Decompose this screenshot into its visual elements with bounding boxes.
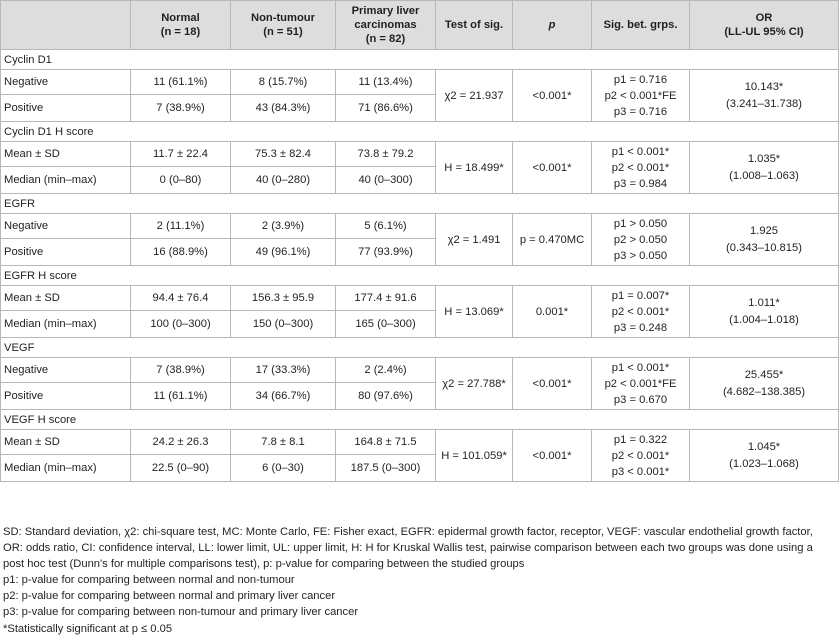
or-line: 1.045* bbox=[747, 440, 781, 453]
cell-nontumour: 75.3 ± 82.4 bbox=[231, 142, 336, 167]
cell-normal: 11 (61.1%) bbox=[131, 70, 231, 95]
cell-primary: 177.4 ± 91.6 bbox=[336, 286, 436, 311]
cell-p: <0.001* bbox=[513, 142, 592, 194]
sig-line: p3 = 0.716 bbox=[613, 105, 668, 118]
cell-normal: 94.4 ± 76.4 bbox=[131, 286, 231, 311]
cell-primary: 77 (93.9%) bbox=[336, 239, 436, 266]
or-line: 1.011* bbox=[748, 296, 780, 309]
sig-line: p3 < 0.001* bbox=[611, 465, 670, 478]
row-label: Mean ± SD bbox=[1, 430, 131, 455]
cell-test: χ2 = 21.937 bbox=[436, 70, 513, 122]
footnote-line: p2: p-value for comparing between normal and primary liver cancer bbox=[3, 590, 336, 603]
row-label: Negative bbox=[1, 214, 131, 239]
cell-primary: 73.8 ± 79.2 bbox=[336, 142, 436, 167]
cell-p: <0.001* bbox=[513, 70, 592, 122]
footnote-line: p1: p-value for comparing between normal and non-tumour bbox=[3, 574, 295, 587]
cell-normal: 24.2 ± 26.3 bbox=[131, 430, 231, 455]
cell-primary: 5 (6.1%) bbox=[336, 214, 436, 239]
header-sig: Sig. bet. grps. bbox=[592, 1, 690, 50]
sig-line: p3 > 0.050 bbox=[613, 249, 668, 262]
cell-nontumour: 150 (0–300) bbox=[231, 311, 336, 338]
cell-test: χ2 = 1.491 bbox=[436, 214, 513, 266]
cell-primary: 164.8 ± 71.5 bbox=[336, 430, 436, 455]
cell-nontumour: 34 (66.7%) bbox=[231, 383, 336, 410]
sig-line: p2 < 0.001* bbox=[611, 161, 670, 174]
cell-or bbox=[690, 214, 839, 266]
section-row bbox=[1, 266, 839, 286]
section-row bbox=[1, 50, 839, 70]
sig-line: p1 = 0.322 bbox=[613, 433, 668, 446]
cell-primary: 2 (2.4%) bbox=[336, 358, 436, 383]
cell-nontumour: 7.8 ± 8.1 bbox=[231, 430, 336, 455]
or-line: 1.925 bbox=[750, 224, 778, 237]
cell-normal: 7 (38.9%) bbox=[131, 95, 231, 122]
cell-normal: 7 (38.9%) bbox=[131, 358, 231, 383]
cell-sig bbox=[592, 70, 690, 122]
row-label: Positive bbox=[1, 239, 131, 266]
header-primary: Primary liver carcinomas (n = 82) bbox=[336, 1, 436, 50]
row-label: Negative bbox=[1, 70, 131, 95]
row-label: Median (min–max) bbox=[1, 311, 131, 338]
sig-line: p3 = 0.248 bbox=[613, 321, 668, 334]
sig-line: p2 < 0.001*FE bbox=[604, 89, 677, 102]
cell-nontumour: 8 (15.7%) bbox=[231, 70, 336, 95]
table-row bbox=[1, 358, 839, 383]
cell-primary: 165 (0–300) bbox=[336, 311, 436, 338]
section-title: EGFR H score bbox=[1, 266, 839, 286]
cell-or bbox=[690, 70, 839, 122]
or-line: 10.143* bbox=[744, 80, 784, 93]
table-row bbox=[1, 430, 839, 455]
or-line: (3.241–31.738) bbox=[726, 97, 802, 110]
cell-normal: 22.5 (0–90) bbox=[131, 455, 231, 482]
cell-or bbox=[690, 358, 839, 410]
sig-line: p1 > 0.050 bbox=[613, 217, 668, 230]
sig-line: p3 = 0.984 bbox=[613, 177, 668, 190]
row-label: Positive bbox=[1, 383, 131, 410]
table-row bbox=[1, 70, 839, 95]
cell-nontumour: 49 (96.1%) bbox=[231, 239, 336, 266]
section-title: VEGF bbox=[1, 338, 839, 358]
or-line: (0.343–10.815) bbox=[726, 241, 802, 254]
cell-sig bbox=[592, 286, 690, 338]
cell-primary: 80 (97.6%) bbox=[336, 383, 436, 410]
cell-nontumour: 43 (84.3%) bbox=[231, 95, 336, 122]
cell-p: p = 0.470MC bbox=[513, 214, 592, 266]
cell-test: H = 13.069* bbox=[436, 286, 513, 338]
or-line: 25.455* bbox=[744, 368, 784, 381]
cell-test: χ2 = 27.788* bbox=[436, 358, 513, 410]
cell-primary: 71 (86.6%) bbox=[336, 95, 436, 122]
header-normal: Normal (n = 18) bbox=[131, 1, 231, 50]
cell-primary: 187.5 (0–300) bbox=[336, 455, 436, 482]
row-label: Median (min–max) bbox=[1, 455, 131, 482]
cell-test: H = 18.499* bbox=[436, 142, 513, 194]
sig-line: p2 > 0.050 bbox=[613, 233, 668, 246]
cell-primary: 40 (0–300) bbox=[336, 167, 436, 194]
cell-normal: 100 (0–300) bbox=[131, 311, 231, 338]
section-row bbox=[1, 122, 839, 142]
sig-line: p1 < 0.001* bbox=[611, 361, 670, 374]
cell-test: H = 101.059* bbox=[436, 430, 513, 482]
cell-or bbox=[690, 142, 839, 194]
sig-line: p1 = 0.007* bbox=[611, 289, 670, 302]
sig-line: p1 < 0.001* bbox=[611, 145, 670, 158]
table-row bbox=[1, 286, 839, 311]
section-title: Cyclin D1 H score bbox=[1, 122, 839, 142]
or-line: (1.008–1.063) bbox=[729, 169, 799, 182]
cell-nontumour: 2 (3.9%) bbox=[231, 214, 336, 239]
cell-normal: 11 (61.1%) bbox=[131, 383, 231, 410]
cell-primary: 11 (13.4%) bbox=[336, 70, 436, 95]
sig-line: p2 < 0.001* bbox=[611, 305, 670, 318]
cell-p: <0.001* bbox=[513, 430, 592, 482]
section-title: VEGF H score bbox=[1, 410, 839, 430]
or-line: (4.682–138.385) bbox=[722, 385, 806, 398]
row-label: Negative bbox=[1, 358, 131, 383]
footnotes bbox=[3, 524, 835, 637]
section-title: EGFR bbox=[1, 194, 839, 214]
cell-nontumour: 40 (0–280) bbox=[231, 167, 336, 194]
or-line: (1.023–1.068) bbox=[729, 457, 799, 470]
footnote-line: p3: p-value for comparing between non-tumour and primary liver cancer bbox=[3, 606, 359, 619]
cell-nontumour: 17 (33.3%) bbox=[231, 358, 336, 383]
row-label: Positive bbox=[1, 95, 131, 122]
cell-normal: 0 (0–80) bbox=[131, 167, 231, 194]
sig-line: p3 = 0.670 bbox=[613, 393, 668, 406]
cell-or bbox=[690, 286, 839, 338]
row-label: Median (min–max) bbox=[1, 167, 131, 194]
table-body bbox=[1, 50, 839, 482]
cell-sig bbox=[592, 358, 690, 410]
cell-normal: 11.7 ± 22.4 bbox=[131, 142, 231, 167]
table-row bbox=[1, 214, 839, 239]
cell-normal: 16 (88.9%) bbox=[131, 239, 231, 266]
section-row bbox=[1, 410, 839, 430]
cell-sig bbox=[592, 214, 690, 266]
header-or: OR (LL-UL 95% CI) bbox=[690, 1, 839, 50]
section-title: Cyclin D1 bbox=[1, 50, 839, 70]
footnote-line: SD: Standard deviation, χ2: chi-square test, MC: Monte Carlo, FE: Fisher exact, EGFR: epidermal growth factor, receptor, VEGF: vascular endothelial growth factor, OR: odds ratio, CI: confidence interval, LL: lower limit, UL: upper limit, H: H for Kruskal Wallis test, pairwise comparison between each two groups was done using a post hoc test (Dunn's for multiple comparisons test), p: p-value for comparing between the studied groups bbox=[3, 526, 813, 571]
header-nontumour: Non-tumour (n = 51) bbox=[231, 1, 336, 50]
or-line: (1.004–1.018) bbox=[729, 313, 799, 326]
header-empty-cell bbox=[1, 1, 131, 50]
cell-p: <0.001* bbox=[513, 358, 592, 410]
cell-nontumour: 6 (0–30) bbox=[231, 455, 336, 482]
table-row bbox=[1, 142, 839, 167]
cell-sig bbox=[592, 430, 690, 482]
section-row bbox=[1, 194, 839, 214]
cell-p: 0.001* bbox=[513, 286, 592, 338]
row-label: Mean ± SD bbox=[1, 142, 131, 167]
section-row bbox=[1, 338, 839, 358]
header-row bbox=[1, 1, 839, 50]
sig-line: p2 < 0.001*FE bbox=[604, 377, 677, 390]
header-p: p bbox=[513, 1, 592, 50]
sig-line: p2 < 0.001* bbox=[611, 449, 670, 462]
or-line: 1.035* bbox=[747, 152, 781, 165]
row-label: Mean ± SD bbox=[1, 286, 131, 311]
header-test: Test of sig. bbox=[436, 1, 513, 50]
cell-nontumour: 156.3 ± 95.9 bbox=[231, 286, 336, 311]
cell-sig bbox=[592, 142, 690, 194]
footnote-line: *Statistically significant at p ≤ 0.05 bbox=[3, 622, 173, 635]
cell-or bbox=[690, 430, 839, 482]
cell-normal: 2 (11.1%) bbox=[131, 214, 231, 239]
sig-line: p1 = 0.716 bbox=[613, 73, 668, 86]
